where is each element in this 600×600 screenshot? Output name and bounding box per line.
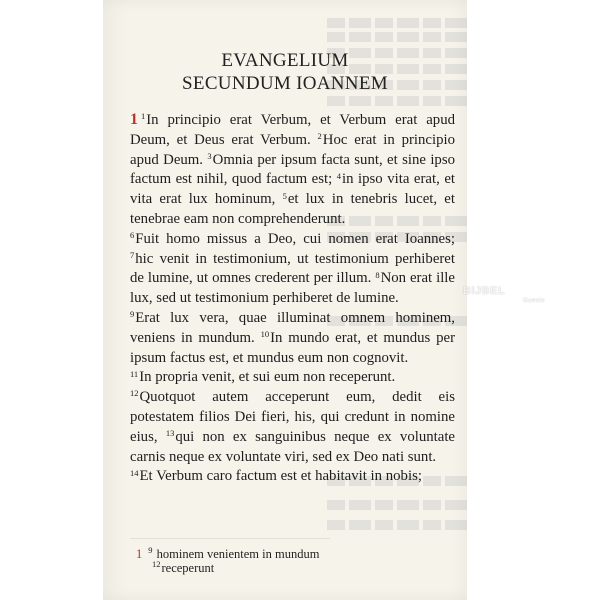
verse-number: 6 bbox=[130, 230, 135, 241]
footnote-chapter-number: 1 bbox=[136, 547, 143, 561]
paragraph-2 bbox=[130, 230, 455, 309]
chapter-number: 1 bbox=[130, 111, 138, 128]
verse-number: 11 bbox=[130, 368, 139, 379]
watermark-sub: Guests bbox=[522, 298, 545, 304]
verse-text: Non erat ille lux, sed ut testimonium perhiberet de lumine. bbox=[130, 270, 455, 307]
verse-text: et lux in tenebris lucet, et tenebrae eam non comprehenderunt. bbox=[130, 191, 455, 227]
footnotes bbox=[136, 547, 319, 575]
verse-text: In propria venit, et sui eum non receperunt. bbox=[139, 369, 396, 386]
footnote-text: receperunt bbox=[161, 561, 215, 575]
gospel-title-line2: SECUNDUM IOANNEM bbox=[182, 73, 388, 94]
footnote-divider bbox=[130, 538, 330, 539]
footnote-line bbox=[136, 561, 319, 575]
footnote-verse-number: 9 bbox=[148, 545, 153, 556]
verse-text: qui non ex sanguinibus neque ex voluntate carnis neque ex voluntate viri, sed ex Deo nati sunt. bbox=[130, 428, 455, 465]
gospel-title-line1: EVANGELIUM bbox=[221, 50, 349, 71]
verse-text: In mundo erat, et mundus per ipsum factus est, et mundus eum non cognovit. bbox=[130, 329, 456, 366]
verse-number: 13 bbox=[165, 428, 175, 439]
footnote-line bbox=[136, 547, 319, 561]
verse-number: 4 bbox=[336, 170, 341, 181]
verse-text: Omnia per ipsum facta sunt, et sine ipso factum est nihil, quod factum est; bbox=[130, 151, 455, 188]
paragraph-6 bbox=[130, 467, 455, 487]
verse-text: Fuit homo missus a Deo, cui nomen erat Ioannes; bbox=[135, 230, 455, 247]
verse-number: 3 bbox=[207, 150, 212, 161]
verse-number: 9 bbox=[130, 309, 135, 320]
verse-number: 12 bbox=[130, 388, 139, 399]
verse-text: Erat lux vera, quae illuminat omnem hominem, veniens in mundum. bbox=[130, 309, 455, 346]
verse-text: Quotquot autem acceperunt eum, dedit eis potestatem filios Dei fieri, his, qui credunt in nomine eius, bbox=[130, 389, 455, 445]
footnote-text: hominem venientem in mundum bbox=[156, 547, 320, 561]
paragraph-4 bbox=[130, 368, 455, 388]
paragraph-5 bbox=[130, 388, 455, 467]
verse-text: in ipso vita erat, et vita erat lux hominum, bbox=[130, 171, 455, 208]
verse-text: Hoc erat in principio apud Deum. bbox=[130, 131, 456, 168]
verse-number: 14 bbox=[130, 467, 139, 478]
verse-number: 7 bbox=[130, 249, 135, 260]
paragraph-3 bbox=[130, 309, 455, 368]
book-page bbox=[103, 0, 545, 600]
watermark-brand: BIJBEL bbox=[463, 285, 506, 297]
watermark-logo bbox=[463, 286, 563, 306]
verse-text: Et Verbum caro factum est et habitavit in nobis; bbox=[139, 468, 422, 485]
verse-text: hic venit in testimonium, ut testimonium perhiberet de lumine, ut omnes crederent per illum. bbox=[130, 250, 455, 287]
footnote-verse-number: 12 bbox=[152, 559, 161, 570]
verse-number: 1 bbox=[141, 111, 146, 122]
scripture-text bbox=[130, 110, 455, 487]
verse-number: 8 bbox=[375, 269, 380, 280]
verse-text: In principio erat Verbum, et Verbum erat apud Deum, et Deus erat Verbum. bbox=[130, 112, 455, 148]
verse-number: 10 bbox=[260, 329, 270, 340]
verse-number: 2 bbox=[317, 131, 322, 142]
verse-number: 5 bbox=[282, 190, 287, 201]
paragraph-1 bbox=[130, 110, 455, 230]
